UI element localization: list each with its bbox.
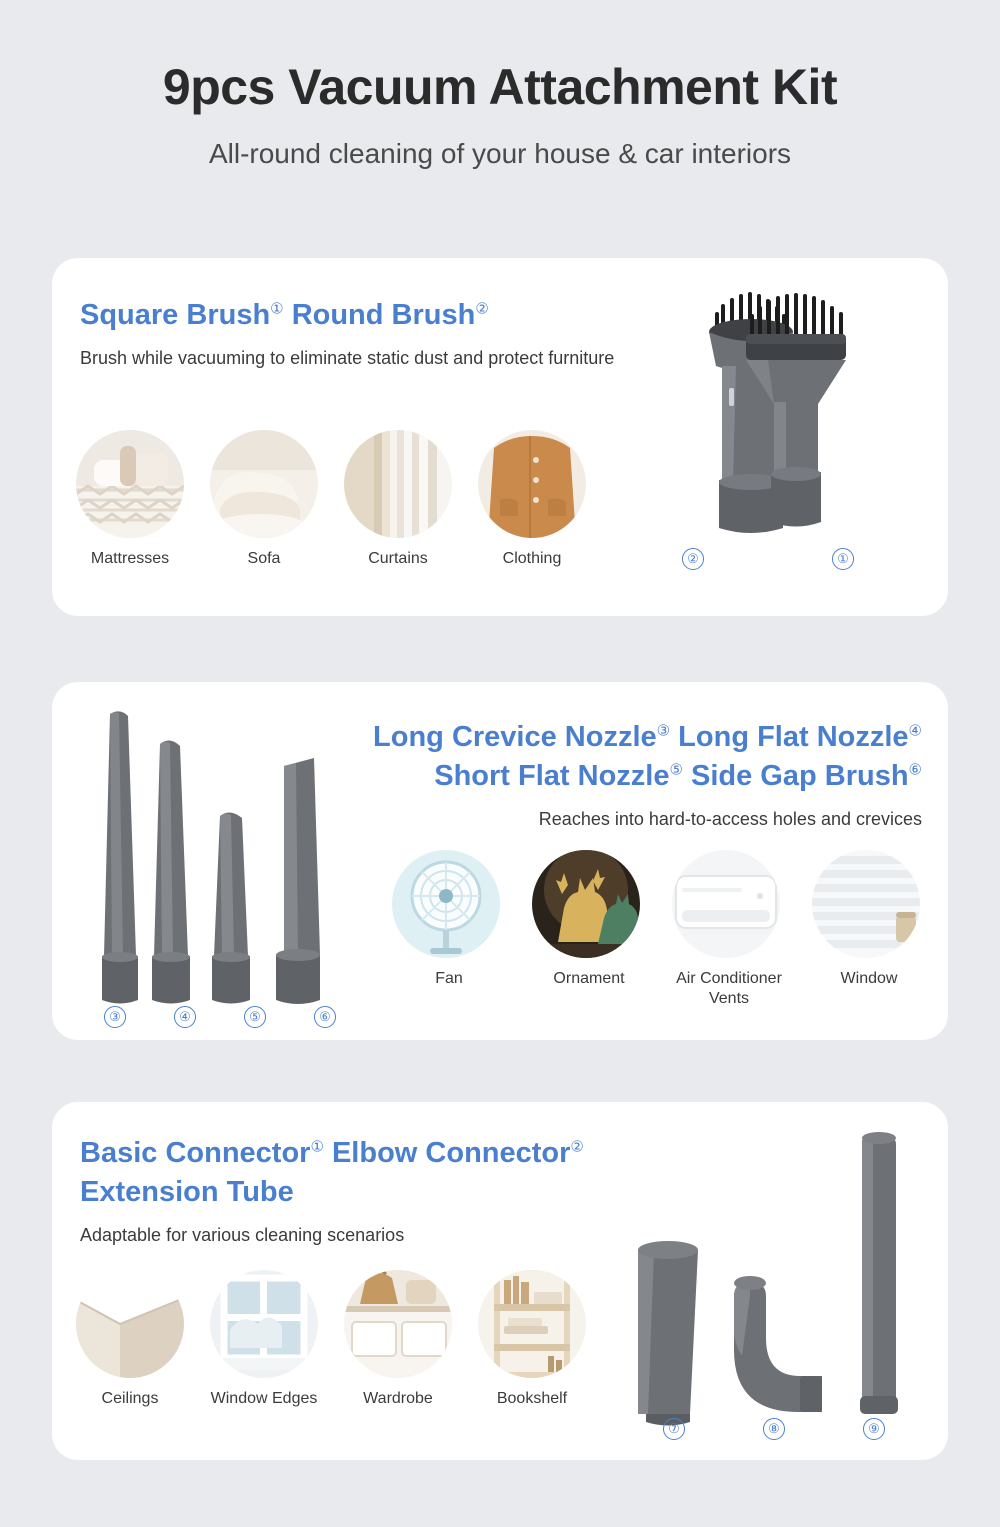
tool-number-badge: ⑦ (663, 1418, 685, 1440)
elbow-connector-image (734, 1276, 822, 1412)
extension-tube-image (860, 1132, 898, 1414)
tool-number-badge: ⑧ (763, 1418, 785, 1440)
card-brushes-description: Brush while vacuuming to eliminate static dust and protect furniture (80, 348, 615, 369)
card-connectors-description: Adaptable for various cleaning scenarios (80, 1225, 405, 1246)
thumb-label: Ornament (553, 970, 625, 987)
card-nozzles-thumbnails (392, 850, 926, 1009)
long-crevice-nozzle-image (102, 711, 138, 1003)
heading-sup: ⑥ (908, 761, 922, 779)
page-subtitle: All-round cleaning of your house & car interiors (208, 138, 792, 169)
tool-number-badge: ④ (174, 1006, 196, 1028)
ornament-thumb-icon (532, 850, 640, 958)
thumb-window-edges (210, 1270, 318, 1409)
short-flat-nozzle-image (212, 812, 250, 1003)
fan-thumb-icon (392, 850, 500, 958)
card-nozzles-description: Reaches into hard-to-access holes and crevices (538, 809, 922, 830)
tool-number-badge: ⑥ (314, 1006, 336, 1028)
heading-sup: ② (475, 300, 489, 318)
thumb-label: Curtains (368, 550, 428, 567)
wardrobe-thumb-icon (344, 1270, 452, 1378)
thumb-label: Window Edges (210, 1390, 318, 1407)
card-brushes-text (80, 296, 640, 371)
mattress-thumb-icon (76, 430, 184, 538)
heading-part: Short Flat Nozzle (434, 760, 670, 793)
heading-sup: ① (310, 1138, 324, 1156)
thumb-label: Clothing (502, 550, 562, 567)
card-connectors-thumbnails (76, 1270, 586, 1409)
heading-part: Elbow Connector (331, 1137, 571, 1169)
thumb-window (812, 850, 926, 1009)
thumb-label: Air Conditioner Vents (676, 970, 782, 1007)
thumb-label: Wardrobe (363, 1390, 433, 1407)
thumb-label: Window (840, 970, 898, 987)
card-connectors-text (80, 1134, 680, 1248)
side-gap-brush-image (276, 758, 320, 1004)
thumb-label: Mattresses (90, 550, 170, 567)
card-nozzles-product-images (80, 700, 380, 1030)
clothing-thumb-icon (478, 430, 586, 538)
card-connectors-product-images (624, 1116, 924, 1446)
thumb-bookshelf (478, 1270, 586, 1409)
bookshelf-thumb-icon (478, 1270, 586, 1378)
heading-part: Round Brush (291, 299, 476, 331)
tool-number-badge: ① (832, 548, 854, 570)
tool-number-badge: ⑨ (863, 1418, 885, 1440)
ac-vent-thumb-icon (672, 850, 780, 958)
page-title: 9pcs Vacuum Attachment Kit (162, 59, 838, 115)
card-connectors-heading (80, 1134, 680, 1212)
heading-sup: ④ (908, 722, 922, 740)
card-brushes (52, 258, 948, 616)
thumb-label: Bookshelf (496, 1390, 568, 1407)
thumb-sofa (210, 430, 318, 569)
heading-part: Long Crevice Nozzle (373, 721, 657, 753)
card-brushes-product-images (618, 292, 918, 592)
heading-sup: ⑤ (669, 761, 683, 779)
window-blinds-thumb-icon (812, 850, 920, 958)
card-nozzles (52, 682, 948, 1040)
window-edge-thumb-icon (210, 1270, 318, 1378)
card-nozzles-heading (342, 718, 922, 796)
heading-part: Basic Connector (80, 1137, 311, 1169)
heading-part: Square Brush (80, 299, 271, 331)
thumb-ceilings (76, 1270, 184, 1409)
long-flat-nozzle-image (152, 740, 190, 1003)
thumb-label: Ceilings (101, 1390, 159, 1407)
card-brushes-thumbnails (76, 430, 586, 569)
heading-sup: ③ (656, 722, 671, 740)
sofa-thumb-icon (210, 430, 318, 538)
heading-part: Long Flat Nozzle (678, 721, 909, 753)
basic-connector-image (638, 1241, 698, 1426)
heading-sup: ① (270, 300, 284, 318)
ceiling-thumb-icon (76, 1270, 184, 1378)
curtains-thumb-icon (344, 430, 452, 538)
thumb-clothing (478, 430, 586, 569)
thumb-curtains (344, 430, 452, 569)
page-header (0, 0, 1000, 170)
thumb-label: Sofa (247, 550, 281, 567)
thumb-label: Fan (435, 970, 463, 987)
thumb-wardrobe (344, 1270, 452, 1409)
thumb-mattresses (76, 430, 184, 569)
heading-part: Side Gap Brush (691, 760, 909, 793)
thumb-fan (392, 850, 506, 1009)
card-nozzles-text (342, 718, 922, 832)
tool-number-badge: ② (682, 548, 704, 570)
tool-number-badge: ⑤ (244, 1006, 266, 1028)
card-brushes-heading (80, 296, 640, 335)
card-connectors (52, 1102, 948, 1460)
thumb-ac-vents (672, 850, 786, 1009)
heading-part: Extension Tube (80, 1176, 294, 1209)
tool-number-badge: ③ (104, 1006, 126, 1028)
thumb-ornament (532, 850, 646, 1009)
heading-sup: ② (570, 1138, 584, 1156)
